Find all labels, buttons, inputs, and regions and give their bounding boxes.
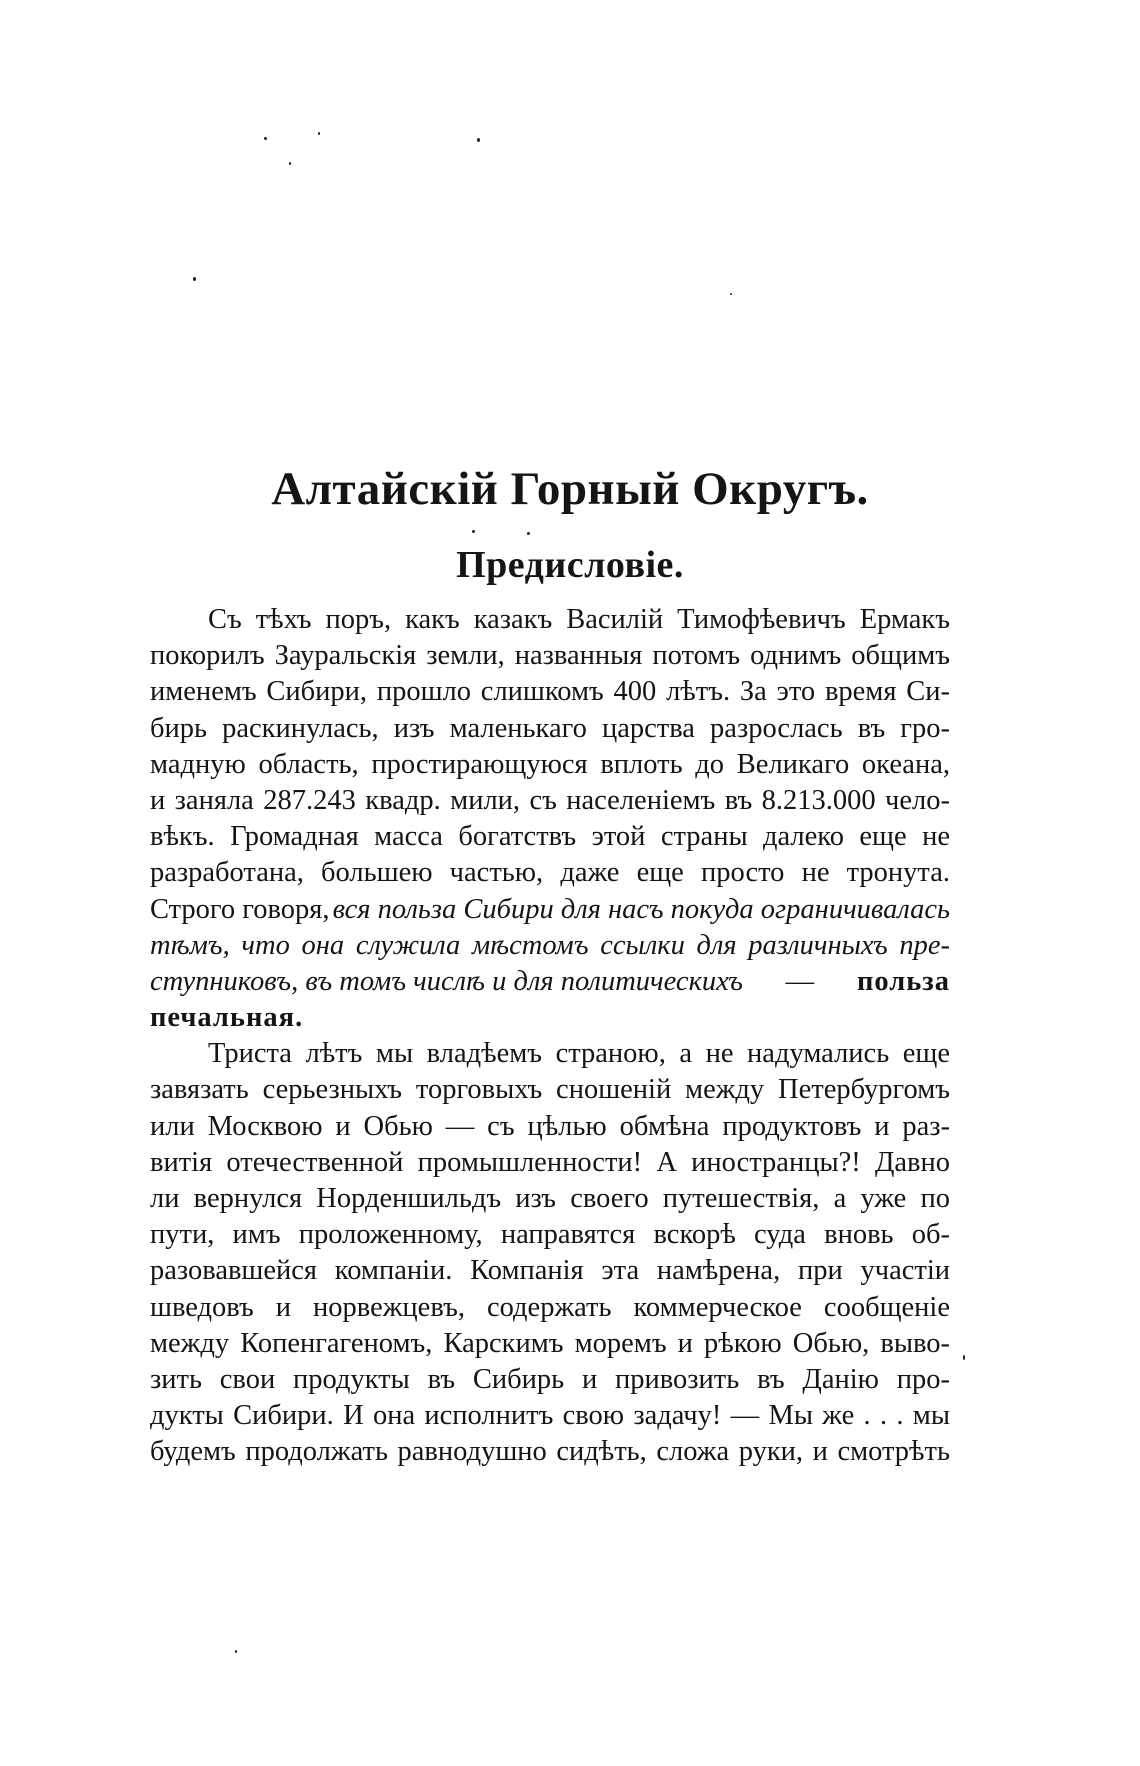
scan-speck — [264, 137, 267, 140]
text-line: шведовъ и норвежцевъ, содержать коммерческое сообщеніе — [150, 1291, 950, 1323]
text-line: Съ тѣхъ поръ, какъ казакъ Василій Тимофѣевичъ Ермакъ — [208, 604, 950, 635]
scan-speck — [289, 162, 291, 165]
emphasis-line: тѣмъ, что она служила мѣстомъ ссылки для различныхъ пре- — [150, 929, 950, 961]
scan-speck — [730, 293, 732, 295]
scan-speck — [963, 1355, 965, 1360]
text-line: между Копенгагеномъ, Карскимъ моремъ и рѣкою Обью, выво- — [150, 1327, 950, 1359]
text-line: вѣкъ. Громадная масса богатствъ этой страны далеко еще не — [150, 821, 950, 853]
dash: — — [785, 965, 815, 997]
text-line: именемъ Сибири, прошло слишкомъ 400 лѣтъ. За это время Си- — [150, 676, 950, 708]
text-line: Триста лѣтъ мы владѣемъ страною, а не надумались еще — [208, 1038, 950, 1070]
bold-text: польза — [856, 965, 950, 997]
paragraph — [150, 602, 950, 1036]
scan-speck — [472, 530, 475, 533]
scan-speck — [193, 277, 196, 281]
bold-line: печальная. — [150, 1002, 304, 1034]
text-line: разработана, большею частью, даже еще просто не тронута. — [150, 857, 950, 889]
text-line: мадную область, простирающуюся вплоть до Великаго океана, — [150, 748, 950, 780]
text-line: витія отечественной промышленности! А иностранцы?! Давно — [150, 1146, 950, 1178]
section-heading: Предисловіе. — [456, 544, 684, 586]
emphasis-text: ступниковъ, въ томъ числѣ и для политическихъ — [150, 965, 743, 997]
scan-speck — [477, 138, 480, 142]
scan-speck — [235, 1650, 237, 1653]
text-line: или Москвою и Обью — съ цѣлью обмѣна продуктовъ и раз- — [150, 1110, 950, 1142]
text-line: бирь раскинулась, изъ маленькаго царства разрослась въ гро- — [150, 712, 950, 744]
plain-text: Строго говоря, — [150, 893, 330, 925]
text-line: зить свои продукты въ Сибирь и привозить въ Данію про- — [150, 1363, 950, 1395]
paragraph — [150, 1036, 950, 1470]
text-line — [150, 892, 950, 928]
text-line: завязать серьезныхъ торговыхъ сношеній между Петербургомъ — [150, 1074, 950, 1106]
text-line: дукты Сибири. И она исполнитъ свою задачу! — Мы же . . . мы — [150, 1400, 950, 1432]
scan-speck — [527, 532, 530, 535]
scan-speck — [318, 132, 320, 135]
text-line: покорилъ Зауральскія земли, названныя потомъ однимъ общимъ — [150, 640, 950, 672]
text-line: и заняла 287.243 квадр. мили, съ населеніемъ въ 8.213.000 чело- — [150, 784, 950, 816]
text-line: ли вернулся Норденшильдъ изъ своего путешествія, а уже по — [150, 1183, 950, 1214]
text-line: разовавшейся компаніи. Компанія эта намѣрена, при участіи — [150, 1255, 950, 1287]
body-text — [150, 602, 950, 1471]
text-line — [150, 964, 950, 1000]
emphasis-text: вся польза Сибири для насъ покуда ограничивалась — [332, 893, 950, 925]
page-title: Алтайскій Горный Округъ. — [271, 463, 869, 515]
text-line: пути, имъ проложенному, направятся вскорѣ суда вновь об- — [150, 1219, 950, 1251]
text-line: будемъ продолжать равнодушно сидѣть, сложа руки, и смотрѣть — [150, 1436, 950, 1468]
